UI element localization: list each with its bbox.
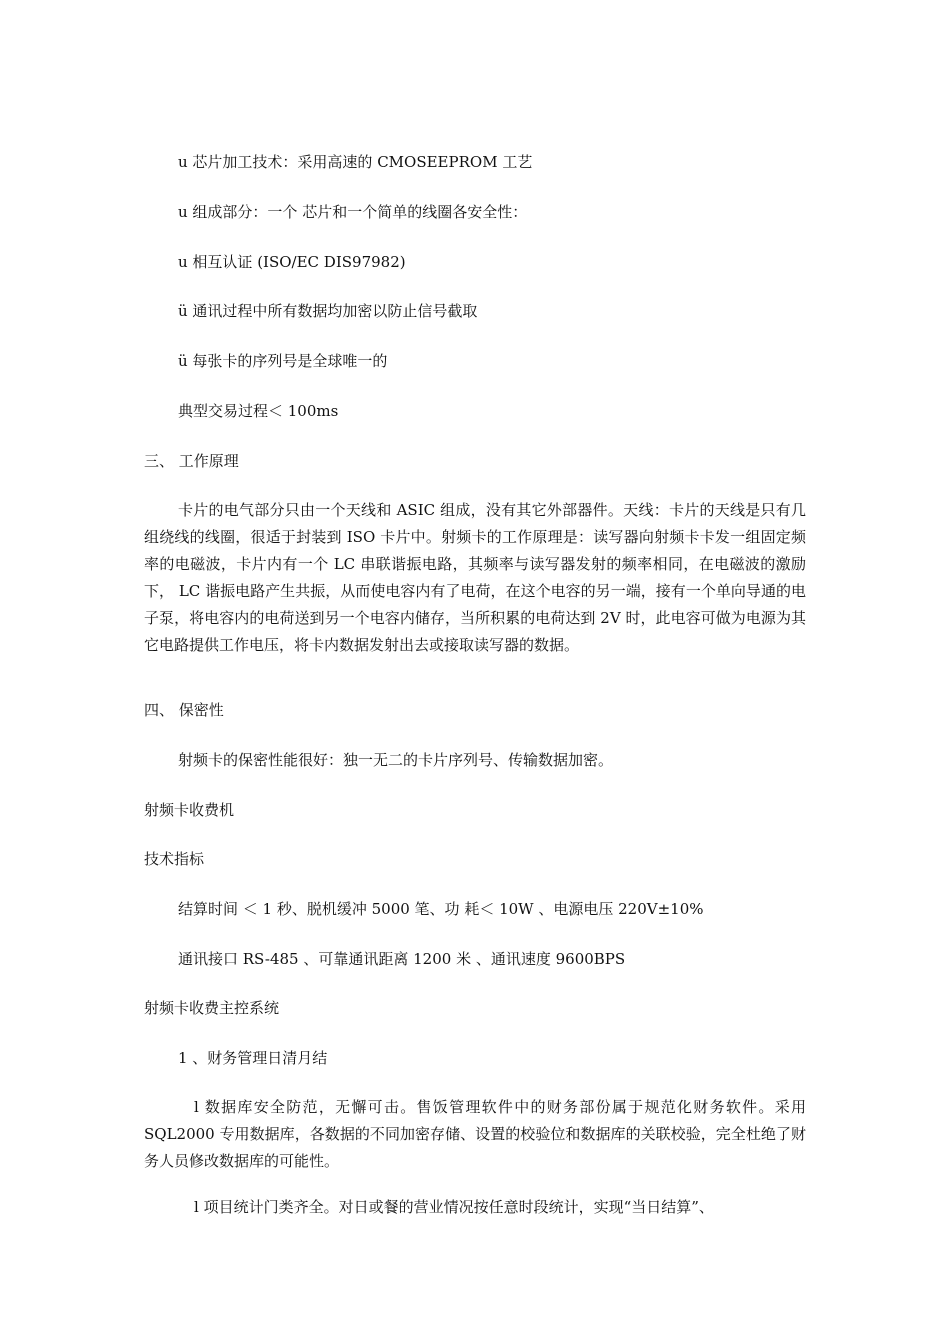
security-paragraph: 射频卡的保密性能很好：独一无二的卡片序列号、传输数据加密。 — [178, 751, 614, 769]
bullet-mutual-auth: u 相互认证 (ISO/EC DIS97982) — [178, 253, 406, 271]
spec-line-2: 通讯接口 RS-485 、可靠通讯距离 1200 米 、通讯速度 9600BPS — [178, 950, 626, 968]
item-finance-management: 1 、财务管理日清月结 — [178, 1049, 328, 1067]
section-heading-security: 四、 保密性 — [144, 701, 224, 719]
section-heading-principle: 三、 工作原理 — [144, 452, 239, 470]
heading-tech-specs: 技术指标 — [144, 850, 205, 868]
transaction-time: 典型交易过程＜ 100ms — [178, 402, 339, 420]
bullet-components: u 组成部分：一个 芯片和一个简单的线圈各安全性： — [178, 203, 528, 221]
bullet-encryption: ü 通讯过程中所有数据均加密以防止信号截取 — [178, 302, 478, 320]
heading-card-machine: 射频卡收费机 — [144, 801, 235, 819]
principle-paragraph: 卡片的电气部分只由一个天线和 ASIC 组成，没有其它外部器件。天线：卡片的天线是只有几组绕线的线圈，很适于封装到 ISO 卡片中。射频卡的工作原理是：读写器向射频卡卡发一组固定频率的电磁波，卡片内有一个 LC 串联谐振电路，其频率与读写器发射的频率相同，在电磁波的激励下， LC 谐振电路产生共振，从而使电容内有了电荷，在这个电容的另一端，接有一个单向导通的电子泵，将电容内的电荷送到另一个电容内储存，当所积累的电荷达到 2V 时，此电容可做为电源为其它电路提供工作电压，将卡内数据发射出去或接取读写器的数据。 — [144, 501, 806, 654]
database-security-paragraph: l 数据库安全防范，无懈可击。售饭管理软件中的财务部份属于规范化财务软件。采用 SQL2000 专用数据库，各数据的不同加密存储、设置的校验位和数据库的关联校验，完全杜绝了财务人员修改数据库的可能性。 — [144, 1098, 806, 1170]
heading-control-system: 射频卡收费主控系统 — [144, 999, 280, 1017]
bullet-serial-unique: ü 每张卡的序列号是全球唯一的 — [178, 352, 388, 370]
statistics-paragraph: l 项目统计门类齐全。对日或餐的营业情况按任意时段统计，实现“当日结算”、 — [194, 1198, 714, 1216]
bullet-chip-process: u 芯片加工技术：采用高速的 CMOSEEPROM 工艺 — [178, 153, 533, 171]
spec-line-1: 结算时间 ＜ 1 秒、脱机缓冲 5000 笔、功 耗＜ 10W 、电源电压 220V±10% — [178, 900, 704, 918]
